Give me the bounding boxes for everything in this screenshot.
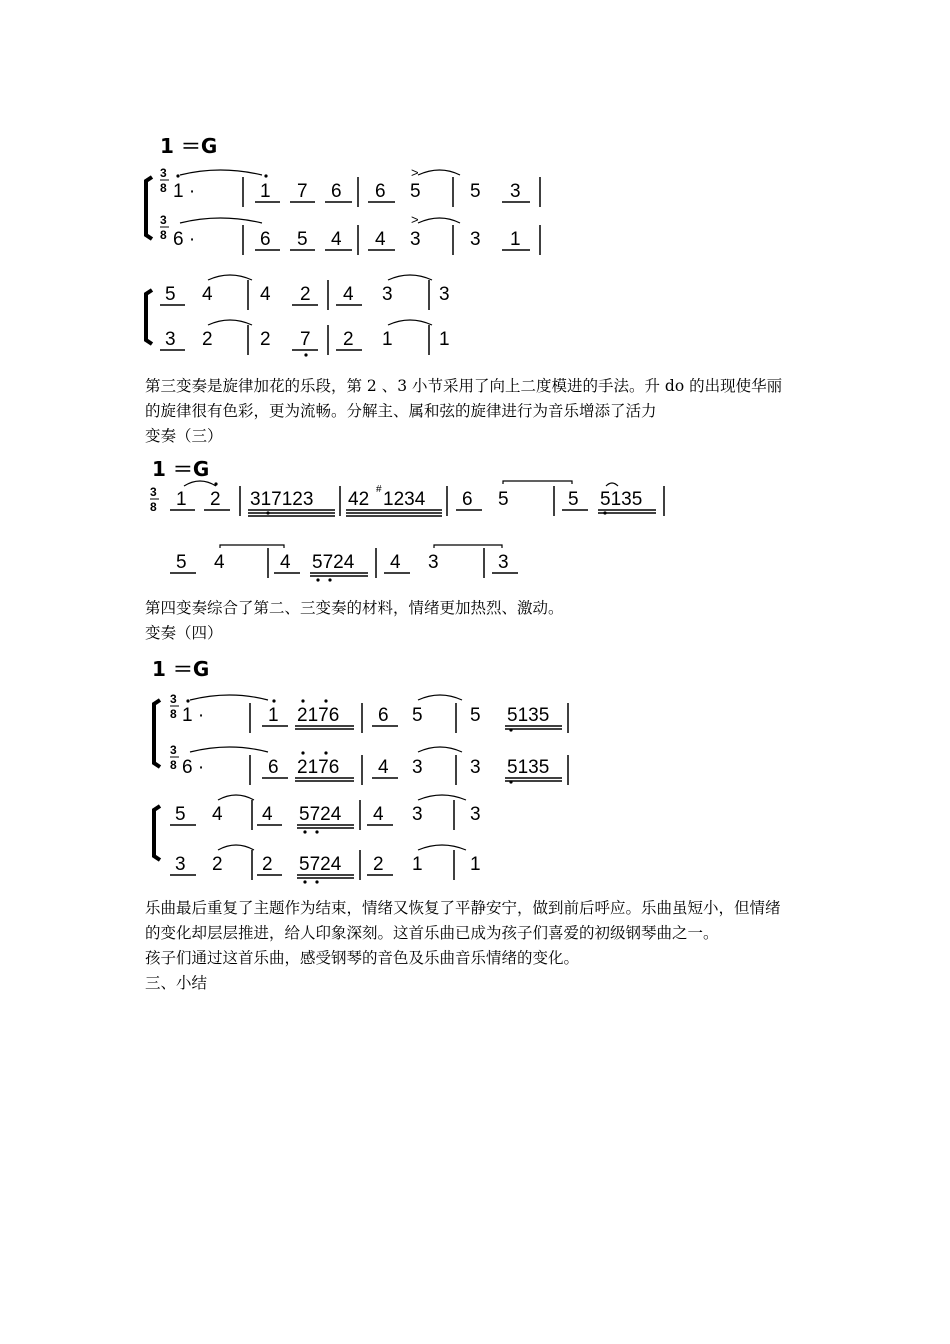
score-variation-four: [140, 648, 600, 888]
note: 2: [202, 329, 213, 350]
note: 4: [280, 552, 291, 573]
svg-text:1 ＝G: 1 ＝G: [152, 457, 210, 481]
note: 1: [382, 329, 393, 350]
note: 3: [412, 804, 423, 825]
note: 5: [470, 705, 481, 726]
note: 5: [568, 489, 579, 510]
score-variation-two: [140, 125, 560, 365]
row-two-upper: [165, 284, 450, 305]
note: 4: [373, 804, 384, 825]
svg-text:3: 3: [170, 743, 177, 757]
note: 2: [300, 284, 311, 305]
note: 317123: [250, 489, 314, 510]
note: 2: [210, 489, 221, 510]
note: 1234: [383, 489, 426, 510]
note: 3: [470, 757, 481, 778]
note: 1: [176, 489, 187, 510]
svg-text:8: 8: [170, 707, 177, 721]
note: 1: [260, 181, 271, 202]
note: 3: [498, 552, 509, 573]
accent-mark: >: [411, 212, 419, 227]
note: 1 ·: [173, 181, 196, 202]
paragraph-variation-four-analysis: 第四变奏综合了第二、三变奏的材料，情绪更加热烈、激动。 变奏（四）: [145, 599, 564, 642]
system-bracket: [146, 177, 152, 239]
note: 3: [439, 284, 450, 305]
tie: [418, 170, 460, 175]
note: 4: [212, 804, 223, 825]
note: 5: [297, 229, 308, 250]
row-two-lower: [165, 329, 450, 350]
note: 2176: [297, 705, 340, 726]
svg-text:8: 8: [160, 228, 167, 242]
note: 5: [470, 181, 481, 202]
note: 3: [510, 181, 521, 202]
note: 1: [412, 854, 423, 875]
note: 4: [390, 552, 401, 573]
score-variation-three-svg: [140, 448, 700, 588]
score-variation-two-svg: [140, 125, 560, 365]
note: 1 ·: [182, 705, 205, 726]
note: 5: [176, 552, 187, 573]
system-bracket: [154, 806, 160, 860]
note: 4: [260, 284, 271, 305]
svg-text:8: 8: [150, 500, 157, 514]
note: 3: [412, 757, 423, 778]
note: 6 ·: [182, 757, 205, 778]
time-signature-top: 3: [160, 166, 167, 180]
svg-text:3: 3: [160, 213, 167, 227]
note: 1: [439, 329, 450, 350]
note: 5724: [312, 552, 355, 573]
note: 6: [268, 757, 279, 778]
note: 5135: [507, 705, 550, 726]
note: 2: [212, 854, 223, 875]
note: 6: [462, 489, 473, 510]
note: 5: [410, 181, 421, 202]
row-one-upper: [173, 181, 521, 202]
tie: [180, 170, 262, 175]
note: 5135: [507, 757, 550, 778]
note: 6: [378, 705, 389, 726]
note: 5: [175, 804, 186, 825]
score-variation-three: [140, 448, 700, 588]
note: 3: [470, 229, 481, 250]
note: 2: [343, 329, 354, 350]
note: 1: [470, 854, 481, 875]
note: 5: [498, 489, 509, 510]
accent-mark: >: [411, 165, 419, 180]
row-two-upper: [175, 804, 481, 825]
heading-variation-three: 变奏（三）: [145, 427, 223, 445]
note: 4: [375, 229, 386, 250]
note: 4: [202, 284, 213, 305]
score-variation-four-svg: [140, 648, 600, 888]
note: 6 ·: [173, 229, 196, 250]
row-one-upper: [182, 705, 549, 726]
note: 3: [382, 284, 393, 305]
note: 5135: [600, 489, 643, 510]
note: 4: [378, 757, 389, 778]
note: 3: [410, 229, 421, 250]
paragraph-conclusion: 乐曲最后重复了主题作为结束，情绪又恢复了平静安宁，做到前后呼应。乐曲虽短小，但情绪 的变化却层层推进，给人印象深刻。这首乐曲已成为孩子们喜爱的初级钢琴曲之一。 孩子们通过这首乐曲，感受钢琴的音色及乐曲音乐情绪的变化。 三、小结: [145, 899, 781, 992]
note: 3: [470, 804, 481, 825]
system-bracket: [146, 290, 152, 344]
note: 3: [175, 854, 186, 875]
heading-variation-four: 变奏（四）: [145, 624, 223, 642]
svg-text:3: 3: [170, 692, 177, 706]
note: 6: [331, 181, 342, 202]
note: 7: [300, 329, 311, 350]
note: 2: [260, 329, 271, 350]
row-two: [176, 552, 509, 573]
note: 4: [331, 229, 342, 250]
note: 6: [260, 229, 271, 250]
note: 6: [375, 181, 386, 202]
note: 3: [165, 329, 176, 350]
system-bracket: [154, 700, 160, 767]
svg-text:1 ＝G: 1 ＝G: [152, 657, 210, 681]
note: 5724: [299, 804, 342, 825]
row-one-lower: [173, 229, 521, 250]
paragraph-variation-three-analysis: 第三变奏是旋律加花的乐段，第 2 、3 小节采用了向上二度模进的手法。升 do 的出现使华丽 的旋律很有色彩，更为流畅。分解主、属和弦的旋律进行为音乐增添了活力 变奏（三）: [145, 377, 783, 445]
heading-summary: 三、小结: [145, 974, 208, 992]
row-two-lower: [175, 854, 481, 875]
note: 4: [343, 284, 354, 305]
note: 3: [428, 552, 439, 573]
note: 42: [348, 489, 370, 510]
note: 4: [214, 552, 225, 573]
note: 2176: [297, 757, 340, 778]
note: 4: [262, 804, 273, 825]
note: 2: [373, 854, 384, 875]
note: 1: [268, 705, 279, 726]
note: 2: [262, 854, 273, 875]
row-one: [176, 484, 642, 510]
time-signature-bottom: 8: [160, 181, 167, 195]
sharp-sign: #: [376, 484, 382, 495]
svg-text:8: 8: [170, 758, 177, 772]
note: 5: [165, 284, 176, 305]
note: 5724: [299, 854, 342, 875]
row-one-lower: [182, 757, 549, 778]
note: 7: [297, 181, 308, 202]
svg-text:3: 3: [150, 485, 157, 499]
note: 5: [412, 705, 423, 726]
note: 1: [510, 229, 521, 250]
key-signature: 1 ＝G: [160, 134, 218, 158]
